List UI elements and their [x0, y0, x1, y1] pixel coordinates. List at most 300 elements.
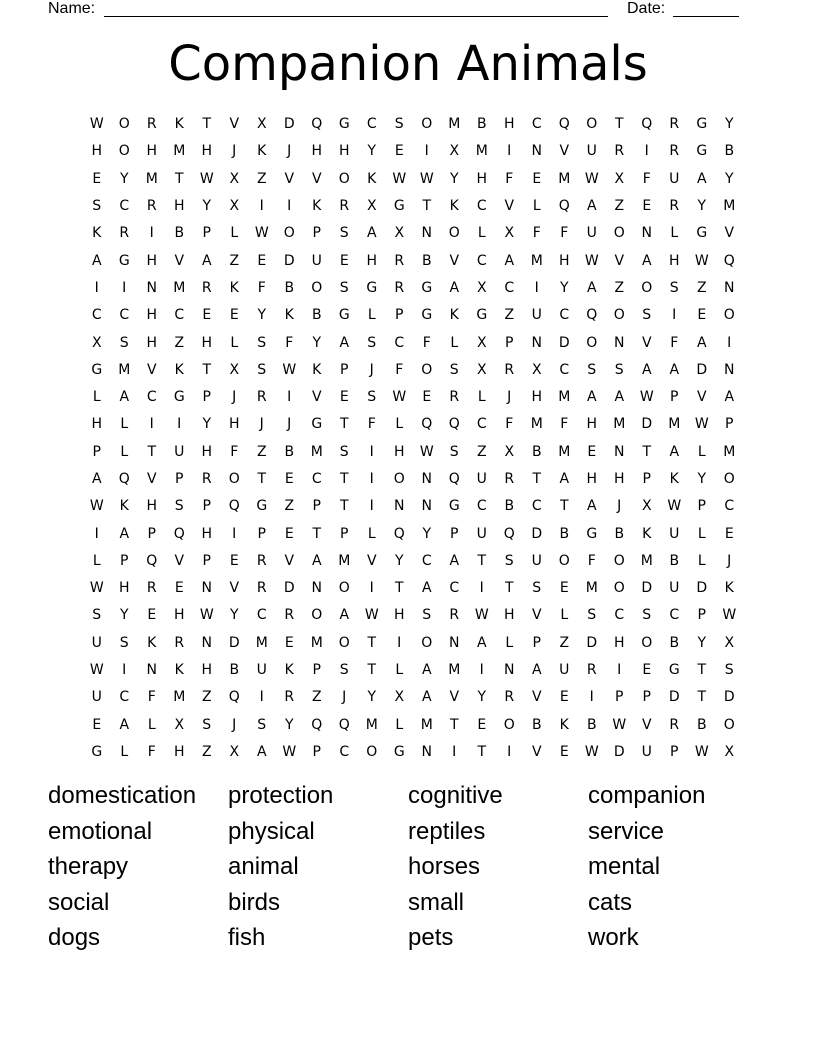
grid-letter[interactable]: Z	[504, 307, 515, 324]
grid-letter[interactable]: P	[312, 662, 321, 679]
grid-letter[interactable]: H	[201, 334, 213, 351]
grid-letter[interactable]: G	[91, 361, 103, 378]
grid-letter[interactable]: Z	[229, 252, 240, 269]
grid-letter[interactable]: R	[256, 552, 267, 569]
grid-letter[interactable]: C	[559, 361, 570, 378]
grid-letter[interactable]: Y	[449, 170, 459, 187]
grid-letter[interactable]: T	[642, 443, 652, 460]
grid-letter[interactable]: E	[724, 525, 734, 542]
grid-letter[interactable]: Q	[311, 716, 323, 733]
grid-letter[interactable]: M	[668, 416, 681, 433]
grid-letter[interactable]: C	[724, 498, 735, 515]
grid-letter[interactable]: Q	[448, 471, 460, 487]
grid-letter[interactable]: F	[587, 552, 596, 569]
grid-letter[interactable]: W	[419, 443, 434, 460]
grid-letter[interactable]: O	[613, 552, 625, 569]
grid-letter[interactable]: J	[342, 689, 347, 706]
grid-letter[interactable]: W	[419, 170, 434, 187]
grid-letter[interactable]: E	[697, 307, 707, 324]
grid-letter[interactable]: N	[724, 279, 735, 296]
grid-letter[interactable]: Z	[284, 498, 295, 515]
grid-letter[interactable]: O	[586, 334, 598, 351]
grid-letter[interactable]: L	[120, 743, 129, 760]
grid-letter[interactable]: O	[723, 716, 735, 733]
grid-letter[interactable]: P	[202, 389, 211, 406]
grid-letter[interactable]: D	[613, 743, 625, 760]
grid-letter[interactable]: N	[531, 334, 542, 351]
grid-letter[interactable]: C	[531, 498, 542, 515]
grid-letter[interactable]: H	[201, 143, 213, 160]
grid-letter[interactable]: A	[421, 580, 432, 597]
grid-letter[interactable]: X	[504, 225, 515, 242]
grid-letter[interactable]: S	[339, 443, 349, 460]
grid-letter[interactable]: R	[394, 252, 405, 269]
grid-letter[interactable]: Y	[559, 279, 569, 296]
grid-letter[interactable]: D	[668, 689, 680, 706]
grid-letter[interactable]: P	[642, 471, 651, 487]
grid-letter[interactable]: I	[232, 525, 237, 542]
grid-letter[interactable]: X	[476, 361, 487, 378]
grid-letter[interactable]: V	[146, 471, 157, 487]
grid-letter[interactable]: A	[421, 662, 432, 679]
grid-letter[interactable]: U	[311, 252, 322, 269]
grid-letter[interactable]: I	[727, 334, 732, 351]
grid-letter[interactable]: S	[257, 716, 267, 733]
grid-letter[interactable]: R	[201, 279, 212, 296]
grid-letter[interactable]: S	[394, 116, 404, 133]
grid-letter[interactable]: T	[312, 525, 322, 542]
grid-letter[interactable]: S	[449, 443, 459, 460]
grid-letter[interactable]: E	[394, 143, 404, 160]
grid-letter[interactable]: G	[366, 279, 378, 296]
grid-letter[interactable]: A	[696, 334, 707, 351]
grid-letter[interactable]: H	[146, 334, 158, 351]
grid-letter[interactable]: V	[284, 170, 295, 187]
grid-letter[interactable]: X	[229, 198, 240, 215]
grid-letter[interactable]: Y	[229, 607, 239, 624]
grid-letter[interactable]: Q	[311, 116, 323, 133]
grid-letter[interactable]: S	[119, 334, 129, 351]
grid-letter[interactable]: B	[531, 716, 542, 733]
grid-letter[interactable]: T	[174, 170, 184, 187]
grid-letter[interactable]: A	[91, 471, 102, 487]
grid-letter[interactable]: Z	[696, 279, 707, 296]
grid-letter[interactable]: E	[559, 689, 569, 706]
grid-letter[interactable]: V	[641, 716, 652, 733]
grid-letter[interactable]: Q	[118, 471, 130, 487]
grid-letter[interactable]: F	[670, 334, 679, 351]
grid-letter[interactable]: C	[421, 552, 432, 569]
grid-letter[interactable]: D	[696, 580, 708, 597]
grid-letter[interactable]: G	[448, 498, 460, 515]
grid-letter[interactable]: K	[669, 471, 679, 487]
grid-letter[interactable]: I	[617, 662, 622, 679]
grid-letter[interactable]: U	[669, 170, 680, 187]
grid-letter[interactable]: L	[670, 225, 679, 242]
grid-letter[interactable]: K	[284, 662, 294, 679]
grid-letter[interactable]: D	[283, 580, 295, 597]
grid-letter[interactable]: S	[202, 716, 212, 733]
grid-letter[interactable]: W	[584, 743, 599, 760]
grid-letter[interactable]: R	[614, 143, 625, 160]
grid-letter[interactable]: I	[369, 471, 374, 487]
grid-letter[interactable]: E	[202, 307, 212, 324]
grid-letter[interactable]: E	[257, 252, 267, 269]
grid-letter[interactable]: E	[229, 307, 239, 324]
grid-letter[interactable]: A	[119, 389, 130, 406]
grid-letter[interactable]: E	[559, 743, 569, 760]
grid-letter[interactable]: Z	[256, 443, 267, 460]
grid-letter[interactable]: Q	[421, 416, 433, 433]
grid-letter[interactable]: M	[723, 443, 736, 460]
grid-letter[interactable]: L	[697, 443, 706, 460]
grid-letter[interactable]: Y	[477, 689, 487, 706]
grid-letter[interactable]: X	[641, 498, 652, 515]
grid-letter[interactable]: X	[91, 334, 102, 351]
grid-letter[interactable]: O	[421, 116, 433, 133]
grid-letter[interactable]: F	[505, 416, 514, 433]
grid-letter[interactable]: R	[256, 580, 267, 597]
grid-letter[interactable]: Q	[338, 716, 350, 733]
grid-letter[interactable]: L	[120, 416, 129, 433]
grid-letter[interactable]: Z	[476, 443, 487, 460]
grid-letter[interactable]: W	[392, 389, 407, 406]
date-field-line[interactable]	[673, 0, 739, 17]
grid-letter[interactable]: F	[230, 443, 239, 460]
grid-letter[interactable]: C	[394, 334, 405, 351]
grid-letter[interactable]: P	[312, 743, 321, 760]
grid-letter[interactable]: Y	[367, 143, 377, 160]
grid-letter[interactable]: G	[338, 307, 350, 324]
grid-letter[interactable]: P	[175, 471, 184, 487]
grid-letter[interactable]: Q	[558, 198, 570, 215]
grid-letter[interactable]: X	[394, 689, 405, 706]
grid-letter[interactable]: M	[448, 116, 461, 133]
grid-letter[interactable]: H	[146, 143, 158, 160]
grid-letter[interactable]: D	[531, 525, 543, 542]
grid-letter[interactable]: X	[724, 743, 735, 760]
grid-letter[interactable]: O	[558, 552, 570, 569]
grid-letter[interactable]: T	[697, 689, 707, 706]
grid-letter[interactable]: Q	[228, 498, 240, 515]
grid-letter[interactable]: S	[614, 361, 624, 378]
grid-letter[interactable]: L	[450, 334, 459, 351]
grid-letter[interactable]: C	[669, 607, 680, 624]
grid-letter[interactable]: H	[146, 307, 158, 324]
grid-letter[interactable]: K	[174, 662, 184, 679]
grid-letter[interactable]: O	[421, 361, 433, 378]
grid-letter[interactable]: G	[338, 116, 350, 133]
grid-letter[interactable]: Y	[312, 334, 322, 351]
grid-letter[interactable]: T	[339, 471, 349, 487]
grid-letter[interactable]: I	[287, 389, 292, 406]
grid-letter[interactable]: L	[147, 716, 156, 733]
grid-letter[interactable]: L	[92, 389, 101, 406]
grid-letter[interactable]: B	[284, 279, 295, 296]
grid-letter[interactable]: A	[119, 716, 130, 733]
grid-letter[interactable]: O	[421, 634, 433, 651]
grid-letter[interactable]: E	[422, 389, 432, 406]
grid-letter[interactable]: B	[531, 443, 542, 460]
grid-letter[interactable]: X	[504, 443, 515, 460]
grid-letter[interactable]: A	[476, 634, 487, 651]
grid-letter[interactable]: K	[312, 198, 322, 215]
grid-letter[interactable]: F	[560, 416, 569, 433]
grid-letter[interactable]: X	[531, 361, 542, 378]
grid-letter[interactable]: V	[531, 607, 542, 624]
grid-letter[interactable]: R	[201, 471, 212, 487]
grid-letter[interactable]: K	[92, 225, 102, 242]
grid-letter[interactable]: D	[641, 580, 653, 597]
grid-letter[interactable]: A	[696, 170, 707, 187]
grid-letter[interactable]: R	[339, 198, 350, 215]
grid-letter[interactable]: I	[534, 279, 539, 296]
grid-letter[interactable]: M	[530, 252, 543, 269]
grid-letter[interactable]: K	[312, 361, 322, 378]
grid-letter[interactable]: H	[311, 143, 323, 160]
grid-letter[interactable]: Z	[614, 279, 625, 296]
grid-letter[interactable]: N	[201, 580, 212, 597]
grid-letter[interactable]: V	[531, 743, 542, 760]
grid-letter[interactable]: N	[201, 634, 212, 651]
grid-letter[interactable]: J	[232, 389, 237, 406]
grid-letter[interactable]: T	[367, 662, 377, 679]
grid-letter[interactable]: E	[284, 525, 294, 542]
grid-letter[interactable]: M	[475, 143, 488, 160]
grid-letter[interactable]: H	[91, 416, 103, 433]
grid-letter[interactable]: X	[229, 170, 240, 187]
grid-letter[interactable]: A	[724, 389, 735, 406]
grid-letter[interactable]: H	[503, 607, 515, 624]
grid-letter[interactable]: D	[723, 689, 735, 706]
grid-letter[interactable]: X	[614, 170, 625, 187]
grid-letter[interactable]: S	[587, 361, 597, 378]
grid-letter[interactable]: M	[530, 416, 543, 433]
grid-letter[interactable]: R	[669, 116, 680, 133]
grid-letter[interactable]: J	[232, 143, 237, 160]
grid-letter[interactable]: H	[201, 525, 213, 542]
grid-letter[interactable]: V	[449, 252, 460, 269]
grid-letter[interactable]: W	[89, 662, 104, 679]
grid-letter[interactable]: X	[256, 116, 267, 133]
grid-letter[interactable]: W	[89, 498, 104, 515]
grid-letter[interactable]: Y	[257, 307, 267, 324]
grid-letter[interactable]: F	[285, 334, 294, 351]
grid-letter[interactable]: X	[229, 361, 240, 378]
grid-letter[interactable]: R	[146, 580, 157, 597]
grid-letter[interactable]: E	[174, 580, 184, 597]
grid-letter[interactable]: A	[119, 525, 130, 542]
grid-letter[interactable]: B	[229, 662, 240, 679]
grid-letter[interactable]: R	[669, 716, 680, 733]
grid-letter[interactable]: Q	[723, 252, 735, 269]
grid-letter[interactable]: I	[369, 498, 374, 515]
grid-letter[interactable]: U	[174, 443, 185, 460]
grid-letter[interactable]: S	[174, 498, 184, 515]
grid-letter[interactable]: H	[173, 743, 185, 760]
grid-letter[interactable]: D	[641, 416, 653, 433]
grid-letter[interactable]: T	[532, 471, 542, 487]
grid-letter[interactable]: X	[366, 198, 377, 215]
grid-letter[interactable]: B	[614, 525, 625, 542]
grid-letter[interactable]: A	[339, 334, 350, 351]
grid-letter[interactable]: X	[449, 143, 460, 160]
grid-letter[interactable]: T	[257, 471, 267, 487]
grid-letter[interactable]: P	[725, 416, 734, 433]
grid-letter[interactable]: I	[479, 662, 484, 679]
grid-letter[interactable]: O	[503, 716, 515, 733]
grid-letter[interactable]: W	[667, 498, 682, 515]
grid-letter[interactable]: T	[394, 580, 404, 597]
grid-letter[interactable]: Q	[228, 689, 240, 706]
grid-letter[interactable]: B	[174, 225, 185, 242]
grid-letter[interactable]: A	[531, 662, 542, 679]
grid-letter[interactable]: W	[199, 170, 214, 187]
grid-letter[interactable]: W	[282, 743, 297, 760]
grid-letter[interactable]: S	[92, 198, 102, 215]
grid-letter[interactable]: I	[644, 143, 649, 160]
grid-letter[interactable]: S	[504, 552, 514, 569]
grid-letter[interactable]: S	[257, 361, 267, 378]
grid-letter[interactable]: H	[503, 116, 515, 133]
grid-letter[interactable]: D	[228, 634, 240, 651]
grid-letter[interactable]: T	[339, 416, 349, 433]
grid-letter[interactable]: T	[559, 498, 569, 515]
grid-letter[interactable]: A	[449, 279, 460, 296]
grid-letter[interactable]: W	[89, 116, 104, 133]
grid-letter[interactable]: P	[92, 443, 101, 460]
grid-letter[interactable]: U	[91, 689, 102, 706]
grid-letter[interactable]: I	[122, 662, 127, 679]
grid-letter[interactable]: I	[369, 443, 374, 460]
grid-letter[interactable]: E	[339, 389, 349, 406]
grid-letter[interactable]: C	[476, 252, 487, 269]
grid-letter[interactable]: H	[366, 252, 378, 269]
grid-letter[interactable]: T	[339, 498, 349, 515]
grid-letter[interactable]: U	[669, 525, 680, 542]
grid-letter[interactable]: M	[310, 634, 323, 651]
grid-letter[interactable]: Z	[559, 634, 570, 651]
grid-letter[interactable]: R	[669, 143, 680, 160]
grid-letter[interactable]: R	[504, 471, 515, 487]
grid-letter[interactable]: S	[587, 607, 597, 624]
grid-letter[interactable]: I	[94, 279, 99, 296]
grid-letter[interactable]: N	[449, 634, 460, 651]
grid-letter[interactable]: J	[232, 716, 237, 733]
grid-letter[interactable]: C	[119, 307, 130, 324]
grid-letter[interactable]: H	[338, 143, 350, 160]
grid-letter[interactable]: G	[421, 279, 433, 296]
grid-letter[interactable]: U	[476, 471, 487, 487]
grid-letter[interactable]: R	[449, 389, 460, 406]
grid-letter[interactable]: G	[696, 143, 708, 160]
grid-letter[interactable]: H	[228, 416, 240, 433]
grid-letter[interactable]: E	[339, 252, 349, 269]
grid-letter[interactable]: J	[727, 552, 732, 569]
grid-letter[interactable]: Y	[202, 198, 212, 215]
grid-letter[interactable]: F	[367, 416, 376, 433]
grid-letter[interactable]: C	[174, 307, 185, 324]
grid-letter[interactable]: A	[311, 552, 322, 569]
grid-letter[interactable]: A	[559, 471, 570, 487]
grid-letter[interactable]: N	[641, 225, 652, 242]
grid-letter[interactable]: M	[558, 389, 571, 406]
grid-letter[interactable]: C	[119, 198, 130, 215]
grid-letter[interactable]: E	[92, 170, 102, 187]
grid-letter[interactable]: I	[369, 580, 374, 597]
grid-letter[interactable]: W	[639, 389, 654, 406]
grid-letter[interactable]: Q	[641, 116, 653, 133]
grid-letter[interactable]: J	[507, 389, 512, 406]
grid-letter[interactable]: W	[254, 225, 269, 242]
grid-letter[interactable]: D	[283, 252, 295, 269]
grid-letter[interactable]: I	[177, 416, 182, 433]
grid-letter[interactable]: I	[259, 689, 264, 706]
grid-letter[interactable]: C	[339, 743, 350, 760]
grid-letter[interactable]: B	[559, 525, 570, 542]
grid-letter[interactable]: H	[201, 443, 213, 460]
grid-letter[interactable]: X	[229, 743, 240, 760]
grid-letter[interactable]: G	[173, 389, 185, 406]
grid-letter[interactable]: V	[229, 580, 240, 597]
grid-letter[interactable]: U	[669, 580, 680, 597]
grid-letter[interactable]: S	[92, 607, 102, 624]
grid-letter[interactable]: A	[586, 389, 597, 406]
grid-letter[interactable]: N	[146, 662, 157, 679]
grid-letter[interactable]: V	[366, 552, 377, 569]
grid-letter[interactable]: L	[505, 634, 514, 651]
grid-letter[interactable]: A	[641, 361, 652, 378]
grid-letter[interactable]: A	[201, 252, 212, 269]
grid-letter[interactable]: E	[642, 662, 652, 679]
grid-letter[interactable]: U	[559, 662, 570, 679]
grid-letter[interactable]: U	[531, 307, 542, 324]
grid-letter[interactable]: Z	[256, 170, 267, 187]
grid-letter[interactable]: C	[559, 307, 570, 324]
grid-letter[interactable]: I	[149, 416, 154, 433]
grid-letter[interactable]: L	[560, 607, 569, 624]
grid-letter[interactable]: A	[669, 361, 680, 378]
grid-letter[interactable]: T	[422, 198, 432, 215]
grid-letter[interactable]: Y	[697, 634, 707, 651]
grid-letter[interactable]: I	[94, 525, 99, 542]
grid-letter[interactable]: N	[421, 225, 432, 242]
grid-letter[interactable]: M	[558, 170, 571, 187]
grid-letter[interactable]: V	[229, 116, 240, 133]
grid-letter[interactable]: T	[202, 116, 212, 133]
grid-letter[interactable]: R	[146, 198, 157, 215]
grid-letter[interactable]: P	[120, 552, 129, 569]
grid-letter[interactable]: I	[397, 634, 402, 651]
grid-letter[interactable]: F	[422, 334, 431, 351]
grid-letter[interactable]: K	[257, 143, 267, 160]
grid-letter[interactable]: K	[367, 170, 377, 187]
grid-letter[interactable]: H	[201, 662, 213, 679]
grid-letter[interactable]: C	[91, 307, 102, 324]
grid-letter[interactable]: R	[119, 225, 130, 242]
grid-letter[interactable]: H	[586, 416, 598, 433]
grid-letter[interactable]: A	[504, 252, 515, 269]
grid-letter[interactable]: P	[670, 389, 679, 406]
grid-letter[interactable]: G	[476, 307, 488, 324]
grid-letter[interactable]: W	[694, 416, 709, 433]
grid-letter[interactable]: Y	[202, 416, 212, 433]
grid-letter[interactable]: P	[202, 498, 211, 515]
grid-letter[interactable]: H	[558, 252, 570, 269]
grid-letter[interactable]: Y	[119, 170, 129, 187]
grid-letter[interactable]: F	[257, 279, 266, 296]
grid-letter[interactable]: T	[477, 743, 487, 760]
